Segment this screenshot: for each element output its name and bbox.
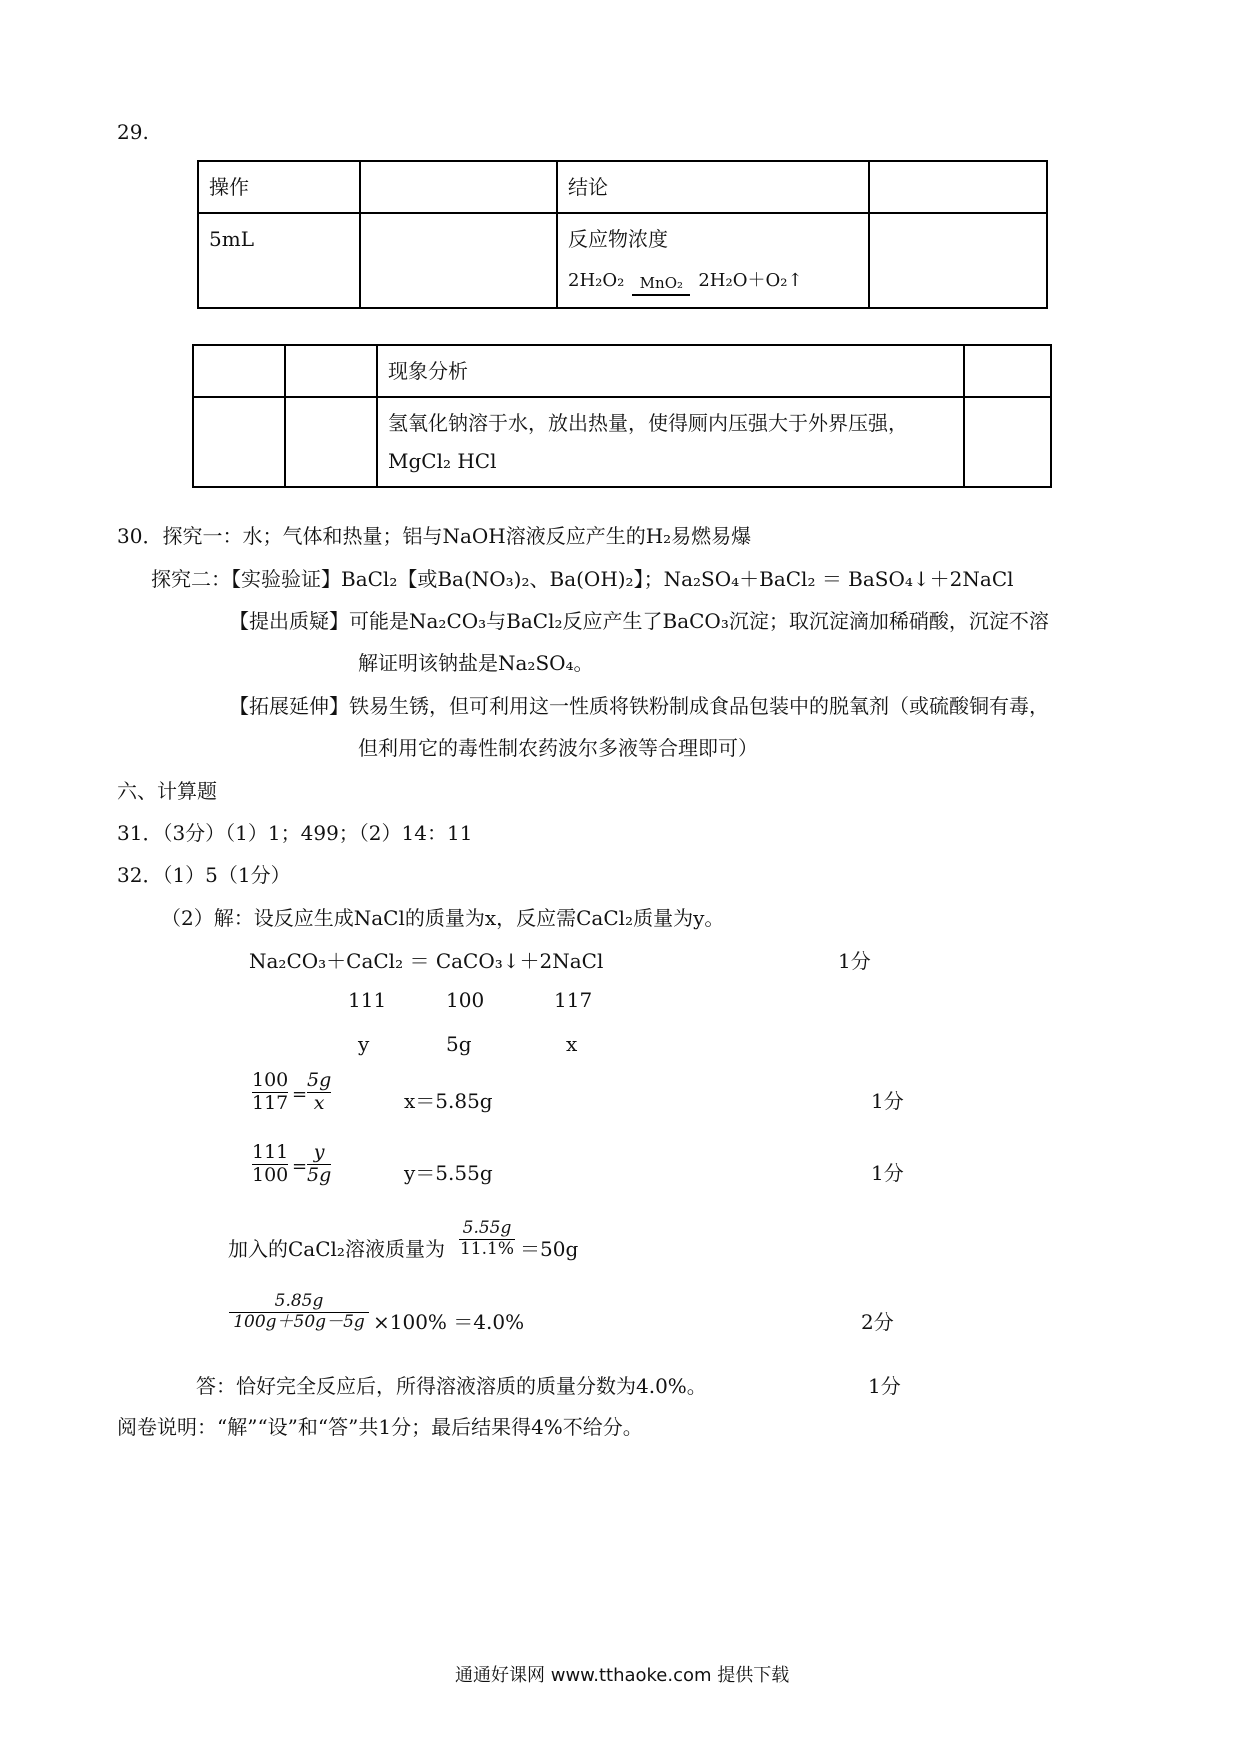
table1-header-cell: 结论 xyxy=(557,161,869,213)
q30-line-3: 【提出质疑】可能是Na₂CO₃与BaCl₂反应产生了BaCO₃沉淀；取沉淀滴加稀硝酸，沉淀不溶 xyxy=(229,609,1049,633)
final-answer: 答：恰好完全反应后，所得溶液溶质的质量分数为4.0%。 xyxy=(196,1374,707,1398)
grading-note: 阅卷说明：“解”“设”和“答”共1分；最后结果得4%不给分。 xyxy=(117,1415,643,1439)
score-label: 1分 xyxy=(871,1089,904,1113)
molar-mass-cacl2: 111 xyxy=(348,988,387,1012)
table1-cell-volume: 5mL xyxy=(198,213,360,308)
score-label: 2分 xyxy=(861,1310,894,1334)
var-5g: 5g xyxy=(446,1032,472,1056)
q32-reaction-equation: Na₂CO₃＋CaCl₂ ＝ CaCO₃↓＋2NaCl xyxy=(249,949,604,973)
fraction-numerator: 111 xyxy=(252,1141,289,1163)
var-x: x xyxy=(566,1032,578,1056)
fraction-numerator: 5g xyxy=(307,1069,332,1091)
q32-part-1: 32．（1）5（1分） xyxy=(117,863,291,887)
equals-sign: = xyxy=(292,1084,308,1105)
section-6-title: 六、计算题 xyxy=(117,779,217,803)
fraction-denominator: x xyxy=(313,1091,325,1114)
fraction-5g-x xyxy=(307,1070,331,1115)
analysis-line-2: MgCl₂ HCl xyxy=(388,449,497,473)
fraction-denominator: 117 xyxy=(252,1091,289,1114)
table2-cell-empty xyxy=(964,397,1051,487)
fraction-y-5g xyxy=(307,1142,331,1187)
catalyst-arrow xyxy=(632,276,690,296)
fraction-solution-mass xyxy=(459,1219,515,1259)
table1-header-cell xyxy=(869,161,1047,213)
decomposition-equation xyxy=(568,264,858,298)
molar-mass-caco3: 100 xyxy=(446,988,485,1012)
q30-line-2: 探究二：【实验验证】BaCl₂【或Ba(NO₃)₂、Ba(OH)₂】；Na₂SO₄＋BaCl₂ ＝ BaSO₄↓＋2NaCl xyxy=(151,567,1014,591)
solution-mass-text: 加入的CaCl₂溶液质量为 xyxy=(228,1237,445,1261)
equals-sign: = xyxy=(292,1156,308,1177)
table2-cell-empty xyxy=(964,345,1051,397)
fraction-111-100 xyxy=(252,1142,288,1187)
fraction-numerator: 5.55g xyxy=(462,1218,512,1238)
fraction-100-117 xyxy=(252,1070,288,1115)
score-label: 1分 xyxy=(868,1374,901,1398)
table2-cell-analysis xyxy=(377,397,964,487)
result-y: y＝5.55g xyxy=(404,1161,493,1185)
score-label: 1分 xyxy=(871,1161,904,1185)
q32-part-2: （2）解：设反应生成NaCl的质量为x，反应需CaCl₂质量为y。 xyxy=(161,906,725,930)
equation-reactant: 2H₂O₂ xyxy=(568,270,625,291)
score-label: 1分 xyxy=(838,949,871,973)
fraction-denominator: 100g＋50g－5g xyxy=(233,1311,365,1332)
fraction-numerator: 5.85g xyxy=(274,1291,324,1311)
question-29-number: 29. xyxy=(117,120,149,144)
table1-cell-empty xyxy=(360,213,557,308)
fraction-denominator: 11.1% xyxy=(459,1238,514,1259)
q29-table-2 xyxy=(192,344,1052,488)
table2-cell-empty xyxy=(285,345,377,397)
var-y: y xyxy=(358,1032,370,1056)
table1-cell-conclusion xyxy=(557,213,869,308)
solution-mass-result: ＝50g xyxy=(520,1237,579,1261)
table1-header-cell xyxy=(360,161,557,213)
q30-line-1: 30．探究一：水；气体和热量；铝与NaOH溶液反应产生的H₂易燃易爆 xyxy=(117,524,752,548)
conclusion-concentration: 反应物浓度 xyxy=(568,227,668,251)
result-x: x＝5.85g xyxy=(404,1089,493,1113)
q30-line-6: 但利用它的毒性制农药波尔多液等合理即可） xyxy=(358,736,758,760)
table2-header-analysis: 现象分析 xyxy=(377,345,964,397)
molar-mass-nacl: 117 xyxy=(554,988,593,1012)
fraction-denominator: 5g xyxy=(307,1163,332,1186)
table2-cell-empty xyxy=(285,397,377,487)
table2-cell-empty xyxy=(193,345,285,397)
q29-table-1 xyxy=(197,160,1048,309)
catalyst-label: MnO₂ xyxy=(639,274,684,292)
table2-cell-empty xyxy=(193,397,285,487)
fraction-numerator: y xyxy=(313,1141,325,1163)
q30-line-5: 【拓展延伸】铁易生锈，但可利用这一性质将铁粉制成食品包装中的脱氧剂（或硫酸铜有毒， xyxy=(229,694,1049,718)
fraction-denominator: 100 xyxy=(252,1163,289,1186)
page-footer: 通通好课网 www.tthaoke.com 提供下载 xyxy=(455,1665,790,1686)
fraction-percentage xyxy=(229,1292,369,1332)
table1-header-cell: 操作 xyxy=(198,161,360,213)
q30-line-4: 解证明该钠盐是Na₂SO₄。 xyxy=(358,651,594,675)
analysis-line-1: 氢氧化钠溶于水，放出热量，使得厕内压强大于外界压强， xyxy=(388,411,908,435)
q31-answer: 31．（3分）（1）1；499；（2）14：11 xyxy=(117,821,473,845)
fraction-numerator: 100 xyxy=(252,1069,289,1091)
equation-products: 2H₂O＋O₂↑ xyxy=(698,270,803,291)
percentage-result: ×100% ＝4.0% xyxy=(373,1310,525,1334)
table1-cell-empty xyxy=(869,213,1047,308)
